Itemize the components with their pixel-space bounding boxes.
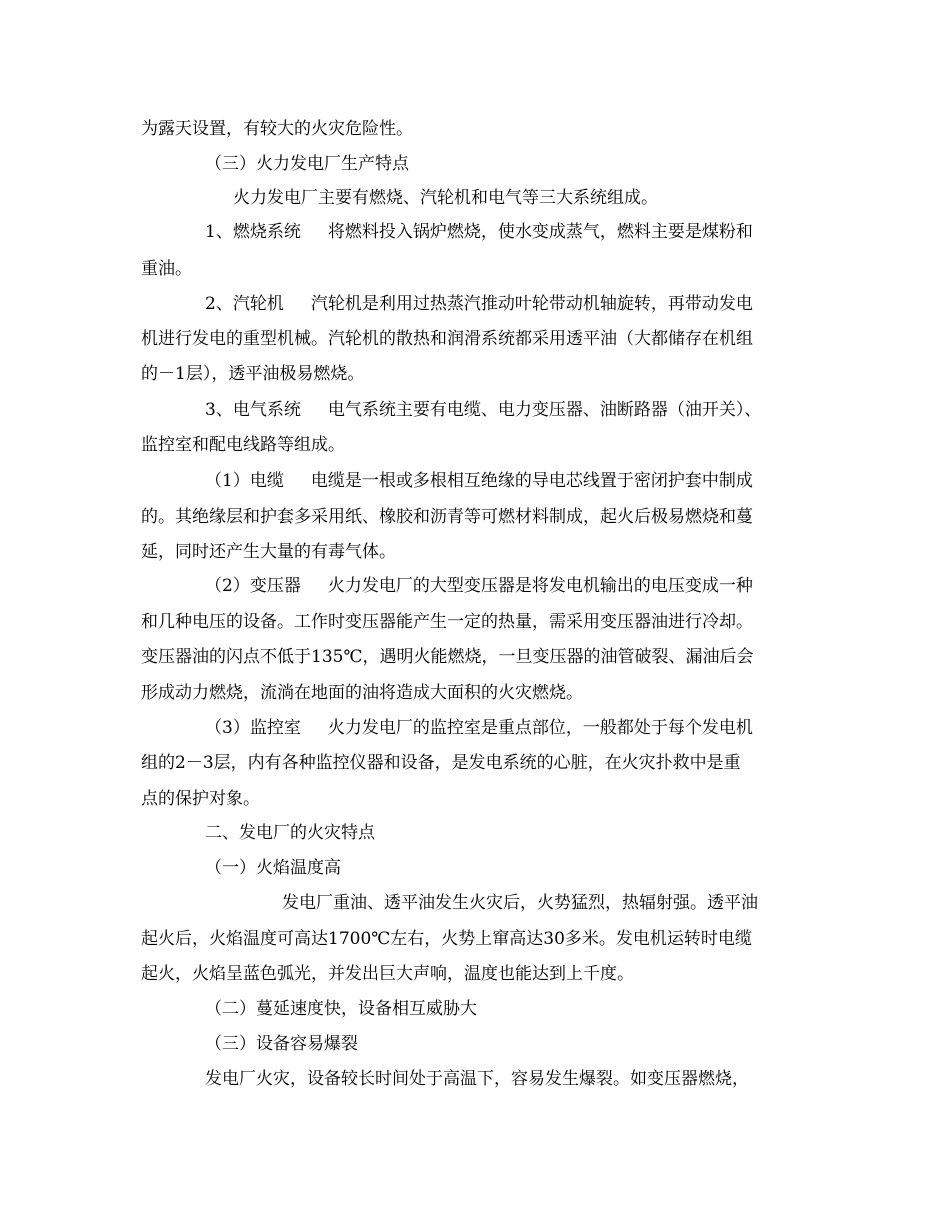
text-line: 组的2－3层，内有各种监控仪器和设备，是发电系统的心脏，在火灾扑救中是重 — [141, 753, 741, 773]
text-line: 延，同时还产生大量的有毒气体。 — [141, 542, 396, 562]
text-line: 重油。 — [141, 259, 192, 279]
text-span: 电气系统主要有电缆、电力变压器、油断路器（油开关）、 — [327, 400, 762, 420]
text-line: 起火，火焰呈蓝色弧光，并发出巨大声响，温度也能达到上千度。 — [141, 964, 634, 984]
text-span: 电缆是一根或多根相互绝缘的导电芯线置于密闭护套中制成 — [310, 471, 753, 491]
paragraph-first-line — [205, 220, 753, 244]
text-line: 发电厂火灾，设备较长时间处于高温下，容易发生爆裂。如变压器燃烧， — [205, 1069, 749, 1089]
paragraph-first-line — [205, 398, 761, 422]
subsection-heading: （三）设备容易爆裂 — [205, 1034, 358, 1054]
text-line: 的－1层），透平油极易燃烧。 — [141, 364, 365, 384]
text-line: 形成动力燃烧，流淌在地面的油将造成大面积的火灾燃烧。 — [141, 683, 583, 703]
text-line: 和几种电压的设备。工作时变压器能产生一定的热量，需采用变压器油进行冷却。 — [141, 612, 753, 632]
text-line: 的。其绝缘层和护套多采用纸、橡胶和沥青等可燃材料制成，起火后极易燃烧和蔓 — [141, 507, 753, 527]
text-span: 汽轮机是利用过热蒸汽推动叶轮带动机轴旋转，再带动发电 — [310, 294, 753, 314]
subsection-heading: （一）火焰温度高 — [205, 858, 341, 878]
inline-heading: 3、电气系统 — [205, 400, 301, 420]
text-span: 火力发电厂的大型变压器是将发电机输出的电压变成一种 — [327, 576, 753, 596]
inline-heading: （3）监控室 — [205, 718, 301, 738]
section-heading: 二、发电厂的火灾特点 — [205, 823, 375, 843]
inline-heading: 1、燃烧系统 — [205, 222, 301, 242]
paragraph-first-line — [205, 469, 753, 493]
text-line: 为露天设置，有较大的火灾危险性。 — [141, 119, 413, 139]
text-span: 火力发电厂的监控室是重点部位，一般都处于每个发电机 — [327, 718, 753, 738]
text-line: 发电厂重油、透平油发生火灾后，火势猛烈，热辐射强。透平油 — [282, 893, 758, 913]
paragraph-first-line — [205, 574, 753, 598]
section-heading: （三）火力发电厂生产特点 — [205, 154, 409, 174]
text-span: 将燃料投入锅炉燃烧，使水变成蒸气，燃料主要是煤粉和 — [327, 222, 753, 242]
text-line: 点的保护对象。 — [141, 789, 260, 809]
text-line: 机进行发电的重型机械。汽轮机的散热和润滑系统都采用透平油（大都储存在机组 — [141, 329, 753, 349]
text-line: 火力发电厂主要有燃烧、汽轮机和电气等三大系统组成。 — [233, 188, 658, 208]
inline-heading: （1）电缆 — [205, 471, 284, 491]
text-line: 变压器油的闪点不低于135℃，遇明火能燃烧，一旦变压器的油管破裂、漏油后会 — [141, 647, 754, 667]
text-line: 起火后，火焰温度可高达1700℃左右，火势上窜高达30多米。发电机运转时电缆 — [141, 929, 752, 949]
paragraph-first-line — [205, 292, 753, 316]
inline-heading: 2、汽轮机 — [205, 294, 284, 314]
text-line: 监控室和配电线路等组成。 — [141, 435, 345, 455]
paragraph-first-line — [205, 716, 753, 740]
inline-heading: （2）变压器 — [205, 576, 301, 596]
subsection-heading: （二）蔓延速度快，设备相互威胁大 — [205, 999, 477, 1019]
